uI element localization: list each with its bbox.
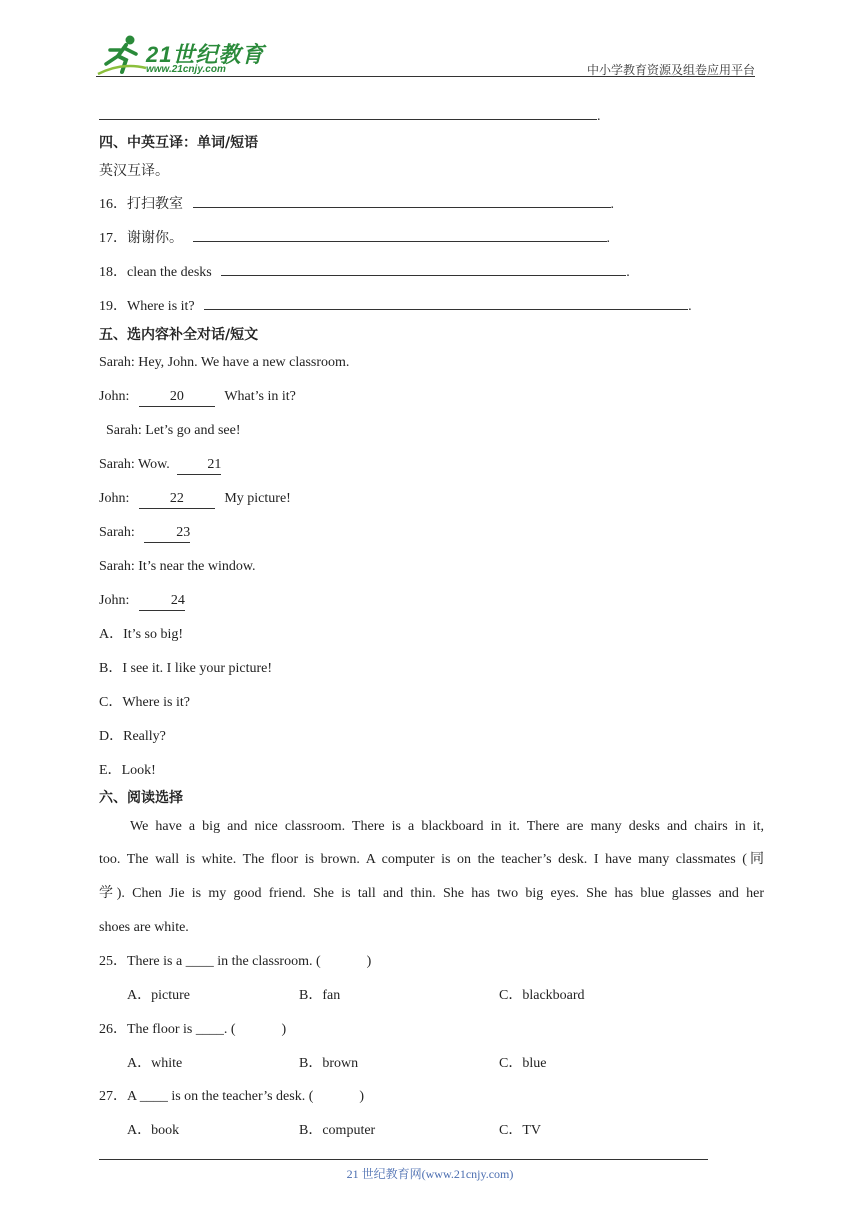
dialog-text: Let’s go and see! (145, 423, 241, 438)
blank-23[interactable]: 23 (144, 524, 190, 543)
section-title: 四、中英互译：单词/短语 (99, 135, 259, 151)
dialog-text: It’s near the window. (138, 559, 256, 574)
answer-line[interactable] (193, 241, 607, 242)
answer-line[interactable] (204, 309, 688, 310)
footer-site[interactable]: 21 世纪教育网(www.21cnjy.com) (346, 1167, 514, 1181)
speaker: Sarah: (99, 559, 135, 574)
answer-line[interactable] (193, 207, 611, 208)
speaker: Sarah: (99, 355, 135, 370)
dialog-line (99, 354, 349, 372)
blank-24[interactable]: 24 (139, 592, 185, 611)
q27-option-c[interactable]: C．TV (499, 1123, 542, 1138)
header-divider (96, 76, 755, 77)
question-number: 17． (99, 231, 127, 246)
question-19: 19．Where is it? . (99, 299, 692, 314)
dialog-text: Hey, John. We have a new classroom. (138, 355, 350, 370)
q26-option-a[interactable]: A．white (127, 1056, 183, 1071)
dialog-line (106, 422, 241, 440)
question-18: 18．clean the desks . (99, 265, 630, 280)
q27-option-a[interactable]: A．book (127, 1123, 180, 1138)
speaker: Sarah: (99, 525, 135, 540)
blank-21[interactable]: 21 (177, 456, 221, 475)
instruction: 英汉互译。 (99, 164, 169, 179)
answer-line[interactable] (221, 275, 626, 276)
dialog-line (99, 558, 256, 576)
section-title: 六、阅读选择 (99, 790, 183, 806)
question-number: 18． (99, 265, 127, 280)
logo-url: www.21cnjy.com (146, 64, 226, 75)
dialog-line (99, 456, 221, 475)
dialog-text: What’s in it? (224, 389, 296, 404)
speaker: Sarah: (106, 423, 142, 438)
q26-option-b[interactable]: B．brown (299, 1056, 359, 1071)
runner-logo-icon (96, 34, 148, 76)
option-a: A．It’s so big! (99, 627, 184, 642)
passage-line: shoes are white. (99, 920, 189, 935)
passage-line: 学). Chen Jie is my good friend. She is tall and thin. She has two big eyes. She has blue glasses and her (99, 886, 764, 901)
passage-line: We have a big and nice classroom. There is a blackboard in it. There are many desks and chairs in it, (130, 819, 764, 834)
section-title: 五、选内容补全对话/短文 (99, 327, 259, 343)
question-27: 27．A ____ is on the teacher’s desk. ( ) (99, 1089, 365, 1104)
q26-option-c[interactable]: C．blue (499, 1056, 547, 1071)
dialog-line (99, 524, 190, 543)
question-16: 16．打扫教室 . (99, 197, 614, 212)
dialog-text: My picture! (224, 491, 291, 506)
option-d: D．Really? (99, 729, 166, 744)
speaker: John: (99, 491, 130, 506)
option-b: B．I see it. I like your picture! (99, 661, 273, 676)
question-text: 谢谢你。 (127, 231, 183, 246)
dialog-line (99, 388, 296, 407)
question-text: 打扫教室 (127, 197, 183, 212)
dialog-line (99, 592, 185, 611)
question-number: 19． (99, 299, 127, 314)
blank-20[interactable]: 20 (139, 388, 215, 407)
question-text: clean the desks (127, 265, 212, 280)
q25-option-c[interactable]: C．blackboard (499, 988, 585, 1003)
logo-text: 21世纪教育 (146, 42, 265, 67)
blank-22[interactable]: 22 (139, 490, 215, 509)
dialog-line (99, 490, 291, 509)
q25-option-b[interactable]: B．fan (299, 988, 341, 1003)
q25-option-a[interactable]: A．picture (127, 988, 190, 1003)
speaker: John: (99, 389, 130, 404)
question-17: 17．谢谢你。 . (99, 231, 610, 246)
passage-line: too. The wall is white. The floor is brown. A computer is on the teacher’s desk. I have many classmates (同 (99, 852, 764, 867)
speaker: Sarah: (99, 457, 135, 472)
question-text: Where is it? (127, 299, 195, 314)
header-platform-name: 中小学教育资源及组卷应用平台 (586, 63, 755, 77)
speaker: John: (99, 593, 130, 608)
question-25: 25．There is a ____ in the classroom. ( ) (99, 954, 372, 969)
logo (96, 34, 266, 76)
question-number: 16． (99, 197, 127, 212)
q27-option-b[interactable]: B．computer (299, 1123, 376, 1138)
dialog-text: Wow. (138, 457, 170, 472)
option-c: C．Where is it? (99, 695, 190, 710)
option-e: E．Look! (99, 763, 156, 778)
footer-divider (99, 1159, 708, 1160)
answer-line-prev: . (99, 107, 601, 126)
question-26: 26．The floor is ____. ( ) (99, 1022, 287, 1037)
